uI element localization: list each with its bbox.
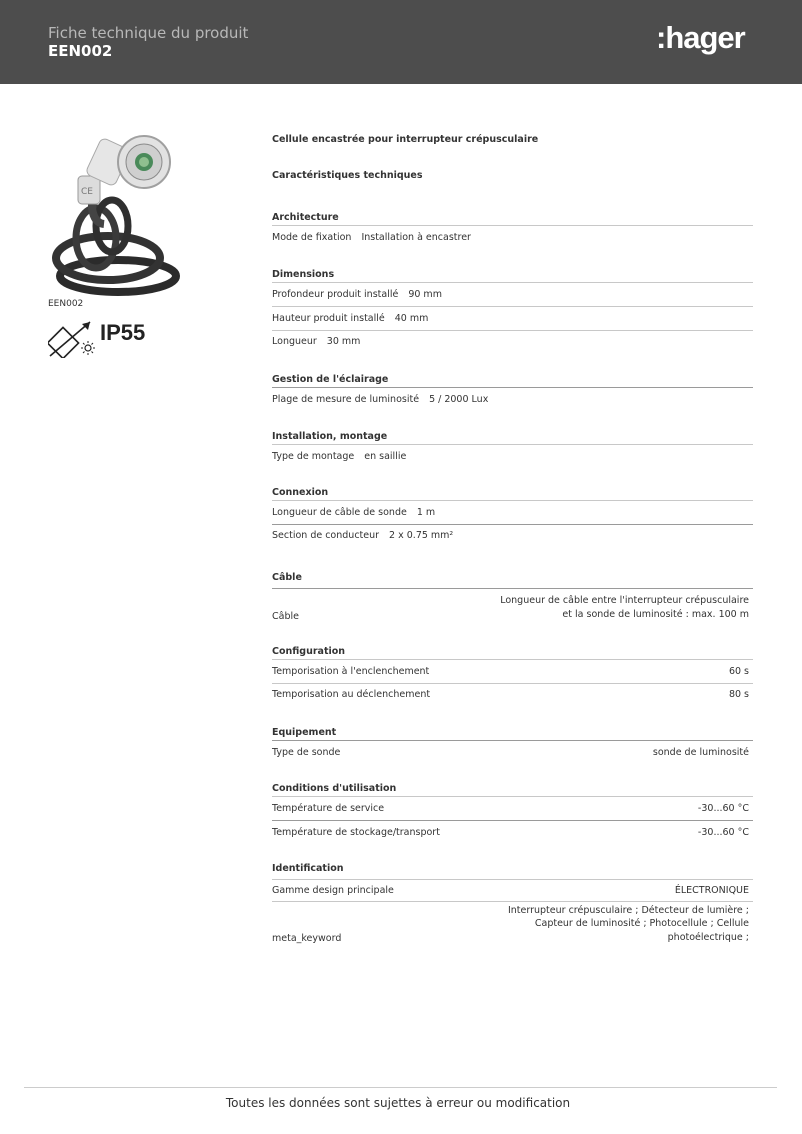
section-identification-title: Identification: [272, 863, 344, 874]
spec-row: [272, 588, 753, 624]
spec-label: Gamme design principale: [272, 885, 394, 896]
spec-row: [272, 901, 753, 945]
spec-value-line: Interrupteur crépusculaire ; Détecteur de lumière ;: [507, 904, 749, 916]
product-visual-panel: [48, 128, 208, 345]
spec-row: [272, 444, 753, 468]
section-lighting-title: Gestion de l'éclairage: [272, 374, 389, 385]
spec-value-line: Longueur de câble entre l'interrupteur crépusculaire: [500, 595, 749, 606]
spec-value: 60 s: [728, 666, 749, 677]
spec-label: Mode de fixation: [272, 232, 352, 243]
section-dimensions-title: Dimensions: [272, 269, 335, 280]
spec-value-line: et la sonde de luminosité : max. 100 m: [562, 609, 749, 620]
section-architecture-title: Architecture: [272, 212, 339, 223]
product-code: EEN002: [48, 42, 113, 60]
footer-divider: [24, 1087, 777, 1088]
section-cable-title: Câble: [272, 572, 302, 583]
spec-value: [500, 594, 749, 622]
spec-value: 90 mm: [408, 289, 442, 300]
image-caption: EEN002: [48, 299, 84, 309]
spec-label: Longueur: [272, 336, 317, 347]
spec-label: meta_keyword: [272, 933, 342, 944]
spec-label: Hauteur produit installé: [272, 313, 385, 324]
section-installation-title: Installation, montage: [272, 431, 388, 442]
ip-rating-text: IP55: [100, 320, 146, 345]
specs-title: Caractéristiques techniques: [272, 170, 423, 181]
svg-text:CE: CE: [81, 187, 93, 197]
spec-content: [272, 132, 753, 945]
spec-value: [508, 904, 749, 945]
product-title: Cellule encastrée pour interrupteur crépusculaire: [272, 134, 539, 145]
ip-rating-icon: [48, 318, 156, 358]
spec-label: Température de stockage/transport: [272, 827, 440, 838]
spec-label: Longueur de câble de sonde: [272, 507, 407, 518]
spec-label: Plage de mesure de luminosité: [272, 394, 420, 405]
spec-label: Température de service: [272, 803, 385, 814]
spec-row: [272, 282, 753, 306]
spec-value: ÉLECTRONIQUE: [674, 885, 749, 896]
brand-logo: :hager: [656, 20, 745, 55]
spec-row: [272, 500, 753, 524]
product-image: [48, 128, 180, 300]
section-equipment-title: Equipement: [272, 727, 337, 738]
spec-row: [272, 524, 753, 546]
section-configuration-title: Configuration: [272, 646, 346, 657]
spec-label: Câble: [272, 611, 299, 622]
spec-value-line: photoélectrique ;: [667, 931, 749, 943]
spec-value: -30...60 °C: [697, 827, 749, 838]
spec-label: Profondeur produit installé: [272, 289, 399, 300]
spec-value-line: Capteur de luminosité ; Photocellule ; Cellule: [534, 918, 749, 929]
spec-label: Type de sonde: [272, 747, 341, 758]
spec-label: Temporisation à l'enclenchement: [272, 666, 430, 677]
footer-disclaimer: Toutes les données sont sujettes à erreur ou modification: [225, 1096, 571, 1110]
spec-value: 80 s: [728, 689, 749, 700]
document-subtitle: Fiche technique du produit: [48, 24, 249, 42]
spec-value: 1 m: [416, 507, 436, 518]
spec-row: [272, 683, 753, 705]
spec-row: [272, 306, 753, 330]
spec-value: 2 x 0.75 mm²: [389, 530, 454, 541]
spec-value: 40 mm: [394, 313, 429, 324]
spec-value: sonde de luminosité: [652, 747, 749, 758]
spec-row: [272, 387, 753, 411]
spec-row: [272, 740, 753, 764]
section-conditions-title: Conditions d'utilisation: [272, 783, 397, 794]
spec-value: Installation à encastrer: [361, 232, 471, 243]
spec-value: 30 mm: [326, 336, 361, 347]
spec-row: [272, 225, 753, 249]
header-bar: [0, 0, 802, 84]
spec-value: en saillie: [364, 451, 407, 462]
spec-row: [272, 330, 753, 352]
spec-row: [272, 820, 753, 844]
spec-value: 5 / 2000 Lux: [429, 394, 489, 405]
spec-row: [272, 879, 753, 901]
section-connexion-title: Connexion: [272, 487, 329, 498]
spec-label: Temporisation au déclenchement: [272, 689, 431, 700]
spec-label: Type de montage: [272, 451, 355, 462]
spec-row: [272, 796, 753, 820]
spec-row: [272, 659, 753, 683]
spec-label: Section de conducteur: [272, 530, 380, 541]
spec-value: -30...60 °C: [697, 803, 749, 814]
